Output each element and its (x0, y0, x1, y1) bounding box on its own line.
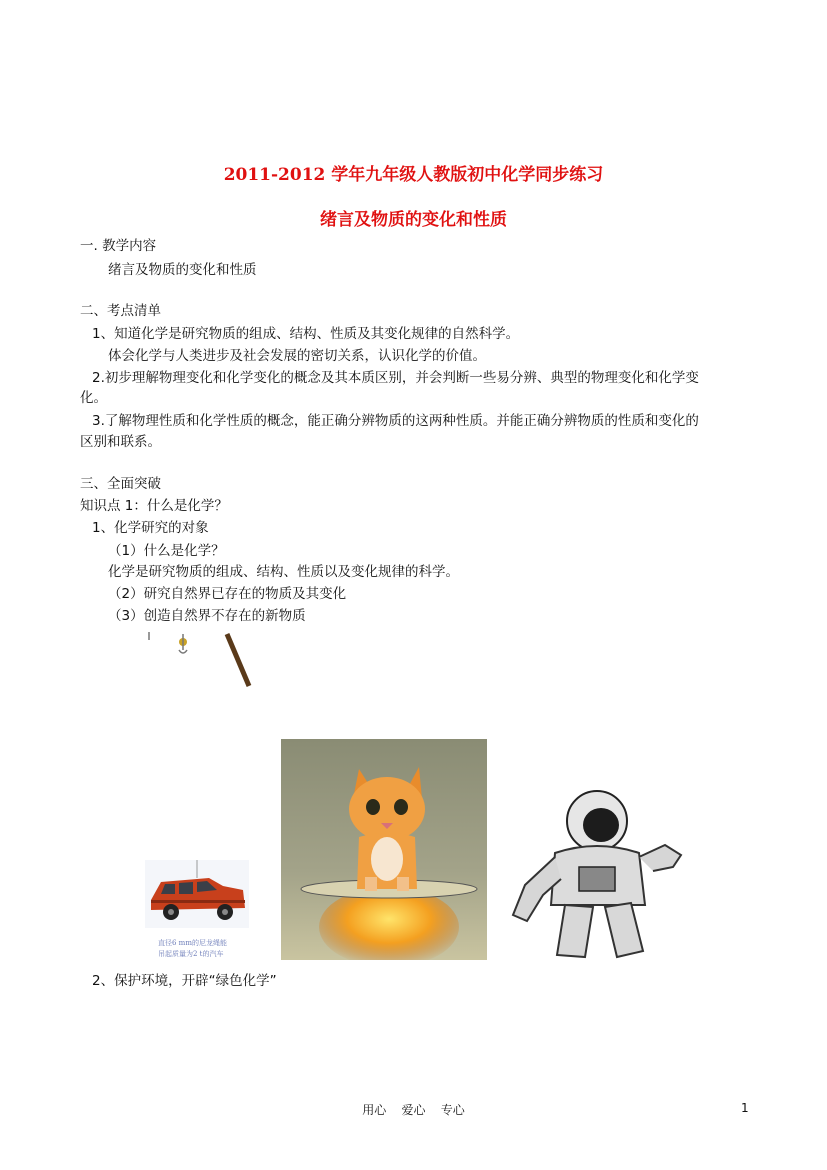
kitten-on-fire-image (281, 739, 487, 960)
section-3-heading: 三、全面突破 (80, 476, 161, 492)
page-footer: 用心 爱心 专心 (362, 1103, 465, 1117)
point-3: 3.了解物理性质和化学性质的概念，能正确分辨物质的这两种性质。并能正确分辨物质的性质和变化的 (92, 413, 699, 429)
definition-of-chemistry: 化学是研究物质的组成、结构、性质以及变化规律的科学。 (108, 564, 459, 580)
research-object-heading: 1、化学研究的对象 (92, 520, 209, 536)
section-1-heading: 一. 教学内容 (80, 238, 157, 254)
car-caption-line-1: 直径6 mm的尼龙绳能 (158, 939, 227, 947)
document-title: 2011-2012 学年九年级人教版初中化学同步练习 (223, 165, 604, 185)
knowledge-point-1: 知识点 1：什么是化学？ (80, 498, 228, 514)
green-chemistry-heading: 2、保护环境，开辟“绿色化学” (92, 973, 277, 989)
question-what-is-chemistry: （1）什么是化学？ (108, 543, 225, 559)
car-caption-line-2: 吊起质量为2 t的汽车 (158, 950, 224, 958)
point-1: 1、知道化学是研究物质的组成、结构、性质及其变化规律的自然科学。 (92, 326, 520, 342)
page-number: 1 (741, 1101, 749, 1115)
car-image (145, 860, 249, 928)
research-item-3: （3）创造自然界不存在的新物质 (108, 608, 306, 624)
section-2-heading: 二、考点清单 (80, 303, 161, 319)
point-2: 2.初步理解物理变化和化学变化的概念及其本质区别，并会判断一些易分辨、典型的物理变化和化学变 (92, 370, 699, 386)
astronaut-image (505, 775, 687, 961)
document-subtitle: 绪言及物质的变化和性质 (320, 210, 507, 230)
crane-hook-icon (145, 630, 255, 690)
section-1-body: 绪言及物质的变化和性质 (108, 262, 257, 278)
point-3-continued: 区别和联系。 (80, 434, 161, 450)
point-1-continued: 体会化学与人类进步及社会发展的密切关系，认识化学的价值。 (108, 348, 486, 364)
research-item-2: （2）研究自然界已存在的物质及其变化 (108, 586, 347, 602)
point-2-continued: 化。 (80, 390, 107, 406)
